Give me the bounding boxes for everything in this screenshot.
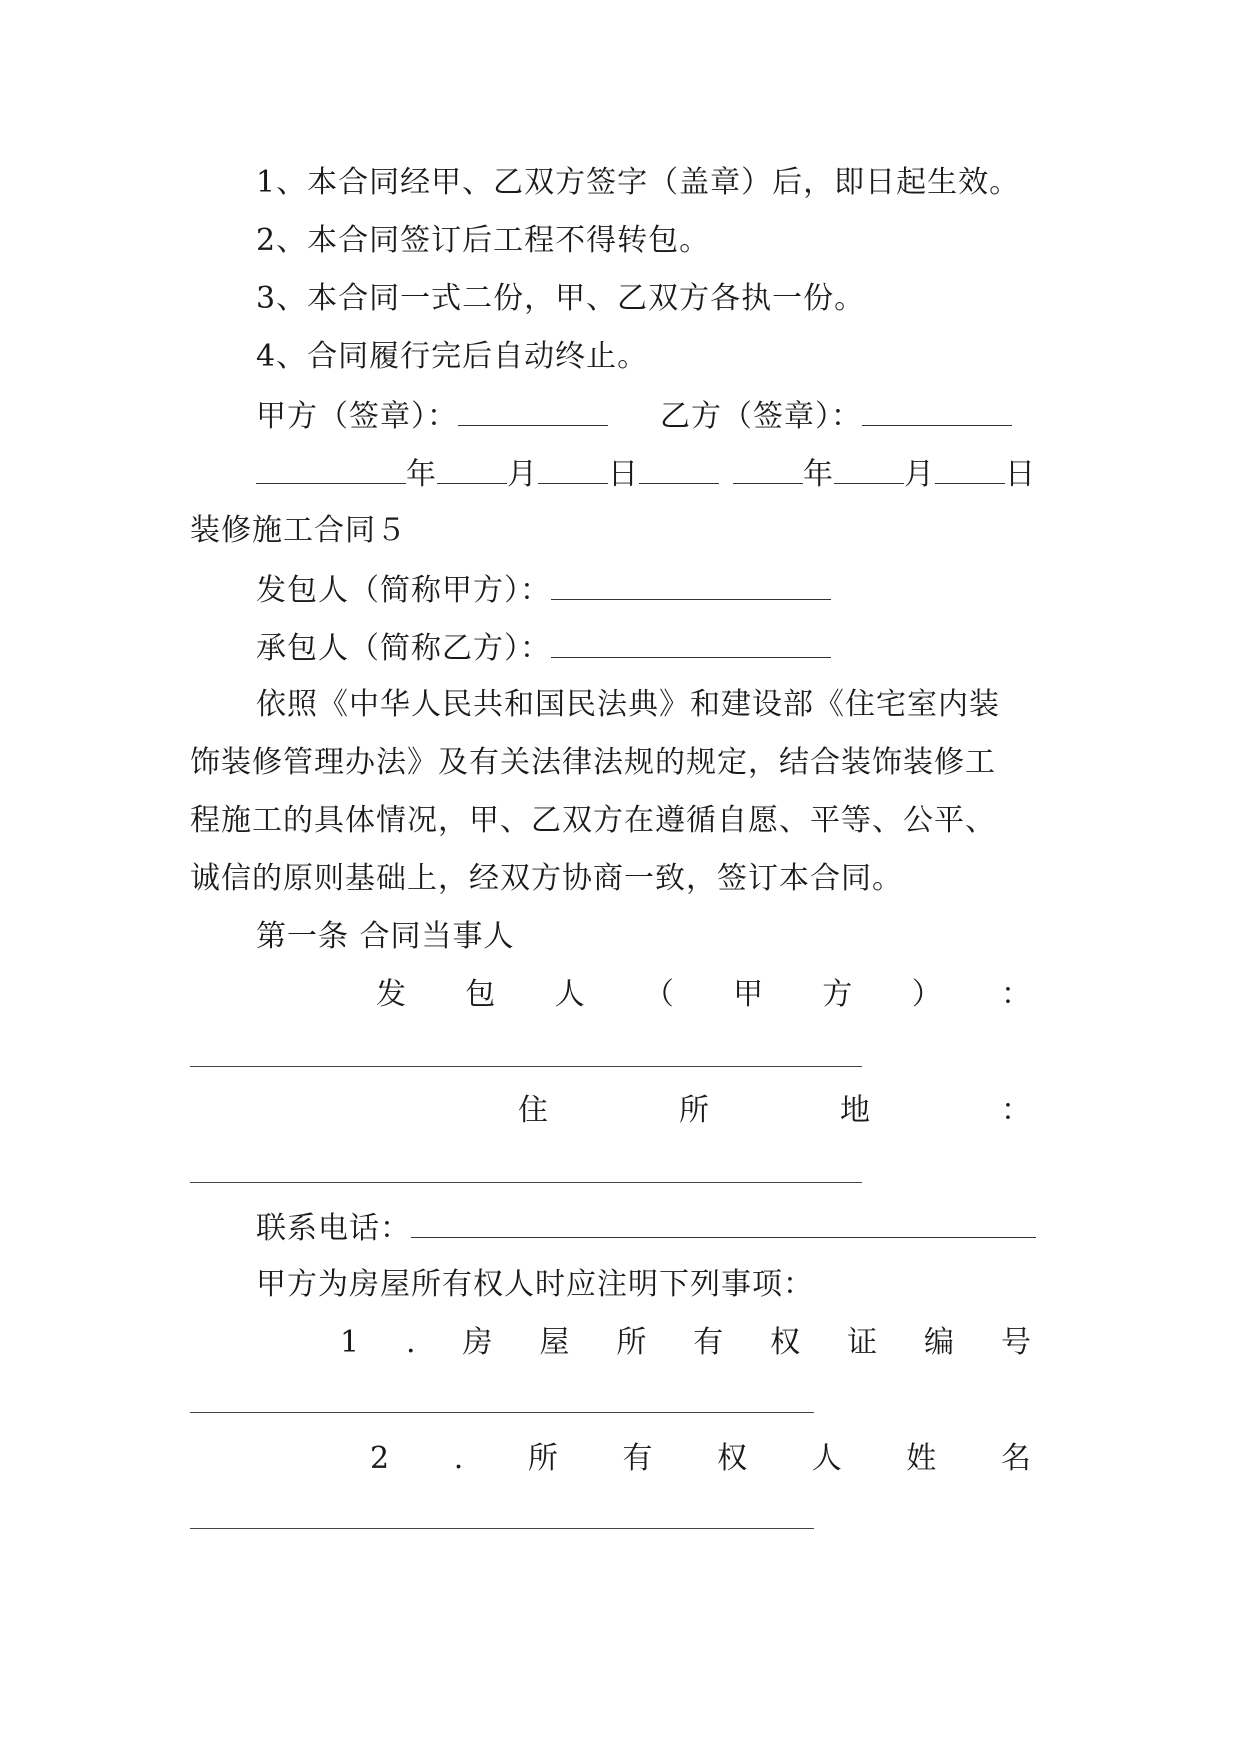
employer-party-char: 包 [465,977,497,1012]
party-a-day-blank [538,453,608,484]
employer-party-char: 方 [822,977,854,1012]
party-a-month-blank [437,453,507,484]
employer-party-char: ） [911,977,943,1012]
employer-party-char: 甲 [733,977,765,1012]
item-1-rule [190,1412,814,1413]
article-1-title: 第一条 合同当事人 [256,919,515,954]
item-1-char: 号 [1000,1325,1032,1360]
preamble-line-4: 诚信的原则基础上，经双方协商一致，签订本合同。 [190,861,903,896]
phone-blank [411,1207,1036,1238]
party-b-sign-blank [862,395,1012,426]
item-1-char: 权 [770,1325,802,1360]
employer-line [256,569,831,611]
employer-party-char: （ [643,977,675,1012]
party-a-day-label: 日 [608,457,639,492]
item-1-char: 房 [462,1325,494,1360]
phone-line [256,1207,1036,1249]
party-b-month-label: 月 [904,457,935,492]
item-1-char: 有 [693,1325,725,1360]
party-a-year-label: 年 [406,457,437,492]
item-1-line [340,1323,1032,1363]
address-char: 住 [518,1093,549,1128]
clause-2: 2、本合同签订后工程不得转包。 [256,223,711,258]
item-2-char: 人 [811,1441,843,1476]
item-2-line [370,1439,1032,1479]
signature-line [256,395,1012,437]
item-2-rule [190,1528,814,1529]
party-b-year-label: 年 [803,457,834,492]
contractor-line [256,627,831,669]
party-b-year-blank [733,453,803,484]
contractor-label: 承包人（简称乙方）： [256,631,551,666]
item-1-char: 证 [847,1325,879,1360]
party-a-trailing-blank [639,453,719,484]
item-2-char: 有 [622,1441,654,1476]
party-a-month-label: 月 [507,457,538,492]
clause-3: 3、本合同一式二份，甲、乙双方各执一份。 [256,281,866,316]
clause-4: 4、合同履行完后自动终止。 [256,339,649,374]
address-rule [190,1182,862,1183]
owner-note: 甲方为房屋所有权人时应注明下列事项： [256,1267,814,1302]
item-2-char: 名 [1000,1441,1032,1476]
party-b-month-blank [834,453,904,484]
employer-party-line [376,975,1032,1015]
section-title: 装修施工合同５ [190,513,407,548]
party-a-sign-blank [458,395,608,426]
date-line [256,453,1036,495]
party-b-day-blank [935,453,1005,484]
item-2-char: 所 [527,1441,559,1476]
clause-1: 1、本合同经甲、乙双方签字（盖章）后，即日起生效。 [256,165,1021,200]
employer-party-rule [190,1066,862,1067]
item-1-char: 所 [616,1325,648,1360]
preamble-line-3: 程施工的具体情况，甲、乙双方在遵循自愿、平等、公平、 [190,803,996,838]
item-2-char: 2 [370,1441,391,1476]
party-b-day-label: 日 [1005,457,1036,492]
party-a-year-blank [256,453,406,484]
employer-party-char: 发 [376,977,407,1012]
item-2-char: 权 [717,1441,749,1476]
phone-label: 联系电话： [256,1211,411,1246]
party-b-sign-label: 乙方（签章）： [660,399,862,434]
preamble-line-2: 饰装修管理办法》及有关法律法规的规定，结合装饰装修工 [190,745,996,780]
party-a-sign-label: 甲方（签章）： [256,399,458,434]
employer-party-char: ： [1000,977,1032,1012]
item-2-char: 姓 [906,1441,938,1476]
preamble-line-1: 依照《中华人民共和国民法典》和建设部《住宅室内装 [256,687,1000,722]
item-1-char: 屋 [539,1325,571,1360]
address-char: 所 [679,1093,710,1128]
address-line [518,1091,1032,1131]
item-2-char: . [453,1441,465,1476]
employer-label: 发包人（简称甲方）： [256,573,551,608]
item-1-char: . [406,1325,417,1360]
address-char: 地 [840,1093,871,1128]
address-char: ： [1001,1093,1032,1128]
employer-party-char: 人 [554,977,586,1012]
item-1-char: 1 [340,1325,361,1360]
employer-blank [551,569,831,600]
item-1-char: 编 [924,1325,956,1360]
contractor-blank [551,627,831,658]
